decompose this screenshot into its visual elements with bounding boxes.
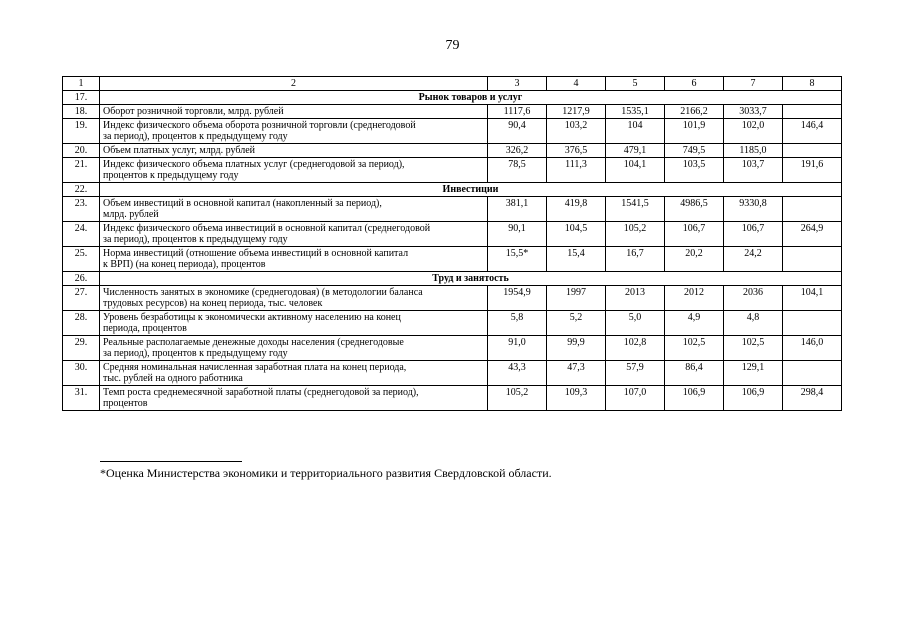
value-cell	[783, 247, 842, 272]
table-row	[63, 197, 842, 222]
value-cell: 101,9	[665, 119, 724, 144]
value-cell: 1541,5	[606, 197, 665, 222]
value-cell: 2166,2	[665, 105, 724, 119]
value-cell: 90,1	[488, 222, 547, 247]
header-cell: 8	[783, 77, 842, 91]
value-cell: 419,8	[547, 197, 606, 222]
header-cell: 6	[665, 77, 724, 91]
table-row	[63, 361, 842, 386]
row-number: 26.	[63, 272, 100, 286]
value-cell: 191,6	[783, 158, 842, 183]
value-cell: 102,8	[606, 336, 665, 361]
value-cell: 3033,7	[724, 105, 783, 119]
value-cell: 90,4	[488, 119, 547, 144]
value-cell: 9330,8	[724, 197, 783, 222]
value-cell	[783, 197, 842, 222]
value-cell: 15,4	[547, 247, 606, 272]
section-title: Инвестиции	[100, 183, 842, 197]
value-cell: 104,1	[783, 286, 842, 311]
page-number: 79	[445, 38, 460, 53]
value-cell: 749,5	[665, 144, 724, 158]
table-row	[63, 286, 842, 311]
value-cell	[783, 105, 842, 119]
value-cell	[783, 361, 842, 386]
value-cell: 1185,0	[724, 144, 783, 158]
indicator-label: Оборот розничной торговли, млрд. рублей	[100, 105, 488, 119]
header-cell: 3	[488, 77, 547, 91]
table-body	[63, 77, 842, 411]
row-number: 30.	[63, 361, 100, 386]
indicators-table	[62, 76, 842, 411]
value-cell: 2036	[724, 286, 783, 311]
footnote: *Оценка Министерства экономики и территориального развития Свердловской области.	[100, 466, 552, 480]
row-number: 24.	[63, 222, 100, 247]
row-number: 29.	[63, 336, 100, 361]
indicator-label: Объем инвестиций в основной капитал (накопленный за период), млрд. рублей	[100, 197, 488, 222]
value-cell: 78,5	[488, 158, 547, 183]
row-number: 20.	[63, 144, 100, 158]
value-cell: 4,8	[724, 311, 783, 336]
table-row	[63, 386, 842, 411]
table-row	[63, 105, 842, 119]
value-cell: 146,0	[783, 336, 842, 361]
value-cell	[783, 311, 842, 336]
section-row	[63, 183, 842, 197]
value-cell: 105,2	[606, 222, 665, 247]
row-number: 19.	[63, 119, 100, 144]
value-cell	[783, 144, 842, 158]
value-cell: 381,1	[488, 197, 547, 222]
footnote-divider	[100, 461, 242, 462]
table-row	[63, 247, 842, 272]
value-cell: 103,5	[665, 158, 724, 183]
header-cell: 2	[100, 77, 488, 91]
value-cell: 146,4	[783, 119, 842, 144]
value-cell: 109,3	[547, 386, 606, 411]
header-cell: 4	[547, 77, 606, 91]
section-title: Рынок товаров и услуг	[100, 91, 842, 105]
indicator-label: Индекс физического объема платных услуг (среднегодовой за период), процентов к предыдущему году	[100, 158, 488, 183]
table-header-row	[63, 77, 842, 91]
value-cell: 47,3	[547, 361, 606, 386]
row-number: 25.	[63, 247, 100, 272]
indicator-label: Средняя номинальная начисленная заработная плата на конец периода, тыс. рублей на одного работника	[100, 361, 488, 386]
value-cell: 86,4	[665, 361, 724, 386]
row-number: 17.	[63, 91, 100, 105]
value-cell: 1217,9	[547, 105, 606, 119]
value-cell: 298,4	[783, 386, 842, 411]
value-cell: 104	[606, 119, 665, 144]
value-cell: 4986,5	[665, 197, 724, 222]
indicator-label: Индекс физического объема инвестиций в основной капитал (среднегодовой за период), процентов к предыдущему году	[100, 222, 488, 247]
header-cell: 5	[606, 77, 665, 91]
value-cell: 129,1	[724, 361, 783, 386]
table-row	[63, 222, 842, 247]
value-cell: 104,1	[606, 158, 665, 183]
value-cell: 91,0	[488, 336, 547, 361]
table-row	[63, 158, 842, 183]
value-cell: 102,5	[665, 336, 724, 361]
value-cell: 1535,1	[606, 105, 665, 119]
table-row	[63, 336, 842, 361]
row-number: 28.	[63, 311, 100, 336]
value-cell: 5,0	[606, 311, 665, 336]
row-number: 22.	[63, 183, 100, 197]
value-cell: 103,2	[547, 119, 606, 144]
value-cell: 1997	[547, 286, 606, 311]
value-cell: 264,9	[783, 222, 842, 247]
header-cell: 1	[63, 77, 100, 91]
table-row	[63, 119, 842, 144]
value-cell: 2013	[606, 286, 665, 311]
value-cell: 15,5*	[488, 247, 547, 272]
value-cell: 326,2	[488, 144, 547, 158]
value-cell: 105,2	[488, 386, 547, 411]
value-cell: 111,3	[547, 158, 606, 183]
value-cell: 2012	[665, 286, 724, 311]
table-row	[63, 311, 842, 336]
value-cell: 106,7	[724, 222, 783, 247]
section-row	[63, 272, 842, 286]
value-cell: 104,5	[547, 222, 606, 247]
value-cell: 107,0	[606, 386, 665, 411]
indicator-label: Норма инвестиций (отношение объема инвестиций в основной капитал к ВРП) (на конец периода), процентов	[100, 247, 488, 272]
header-cell: 7	[724, 77, 783, 91]
value-cell: 102,5	[724, 336, 783, 361]
indicator-label: Реальные располагаемые денежные доходы населения (среднегодовые за период), процентов к предыдущему году	[100, 336, 488, 361]
row-number: 31.	[63, 386, 100, 411]
value-cell: 4,9	[665, 311, 724, 336]
indicator-label: Численность занятых в экономике (среднегодовая) (в методологии баланса трудовых ресурсов) на конец периода, тыс. человек	[100, 286, 488, 311]
row-number: 18.	[63, 105, 100, 119]
value-cell: 1954,9	[488, 286, 547, 311]
indicator-label: Объем платных услуг, млрд. рублей	[100, 144, 488, 158]
value-cell: 1117,6	[488, 105, 547, 119]
indicator-label: Индекс физического объема оборота розничной торговли (среднегодовой за период), процентов к предыдущему году	[100, 119, 488, 144]
table-row	[63, 144, 842, 158]
indicator-label: Уровень безработицы к экономически активному населению на конец периода, процентов	[100, 311, 488, 336]
value-cell: 103,7	[724, 158, 783, 183]
value-cell: 24,2	[724, 247, 783, 272]
section-row	[63, 91, 842, 105]
value-cell: 43,3	[488, 361, 547, 386]
row-number: 27.	[63, 286, 100, 311]
value-cell: 106,7	[665, 222, 724, 247]
row-number: 21.	[63, 158, 100, 183]
value-cell: 376,5	[547, 144, 606, 158]
value-cell: 5,2	[547, 311, 606, 336]
value-cell: 5,8	[488, 311, 547, 336]
value-cell: 106,9	[724, 386, 783, 411]
value-cell: 57,9	[606, 361, 665, 386]
section-title: Труд и занятость	[100, 272, 842, 286]
row-number: 23.	[63, 197, 100, 222]
value-cell: 20,2	[665, 247, 724, 272]
value-cell: 106,9	[665, 386, 724, 411]
value-cell: 102,0	[724, 119, 783, 144]
value-cell: 99,9	[547, 336, 606, 361]
value-cell: 16,7	[606, 247, 665, 272]
indicator-label: Темп роста среднемесячной заработной платы (среднегодовой за период), процентов	[100, 386, 488, 411]
value-cell: 479,1	[606, 144, 665, 158]
